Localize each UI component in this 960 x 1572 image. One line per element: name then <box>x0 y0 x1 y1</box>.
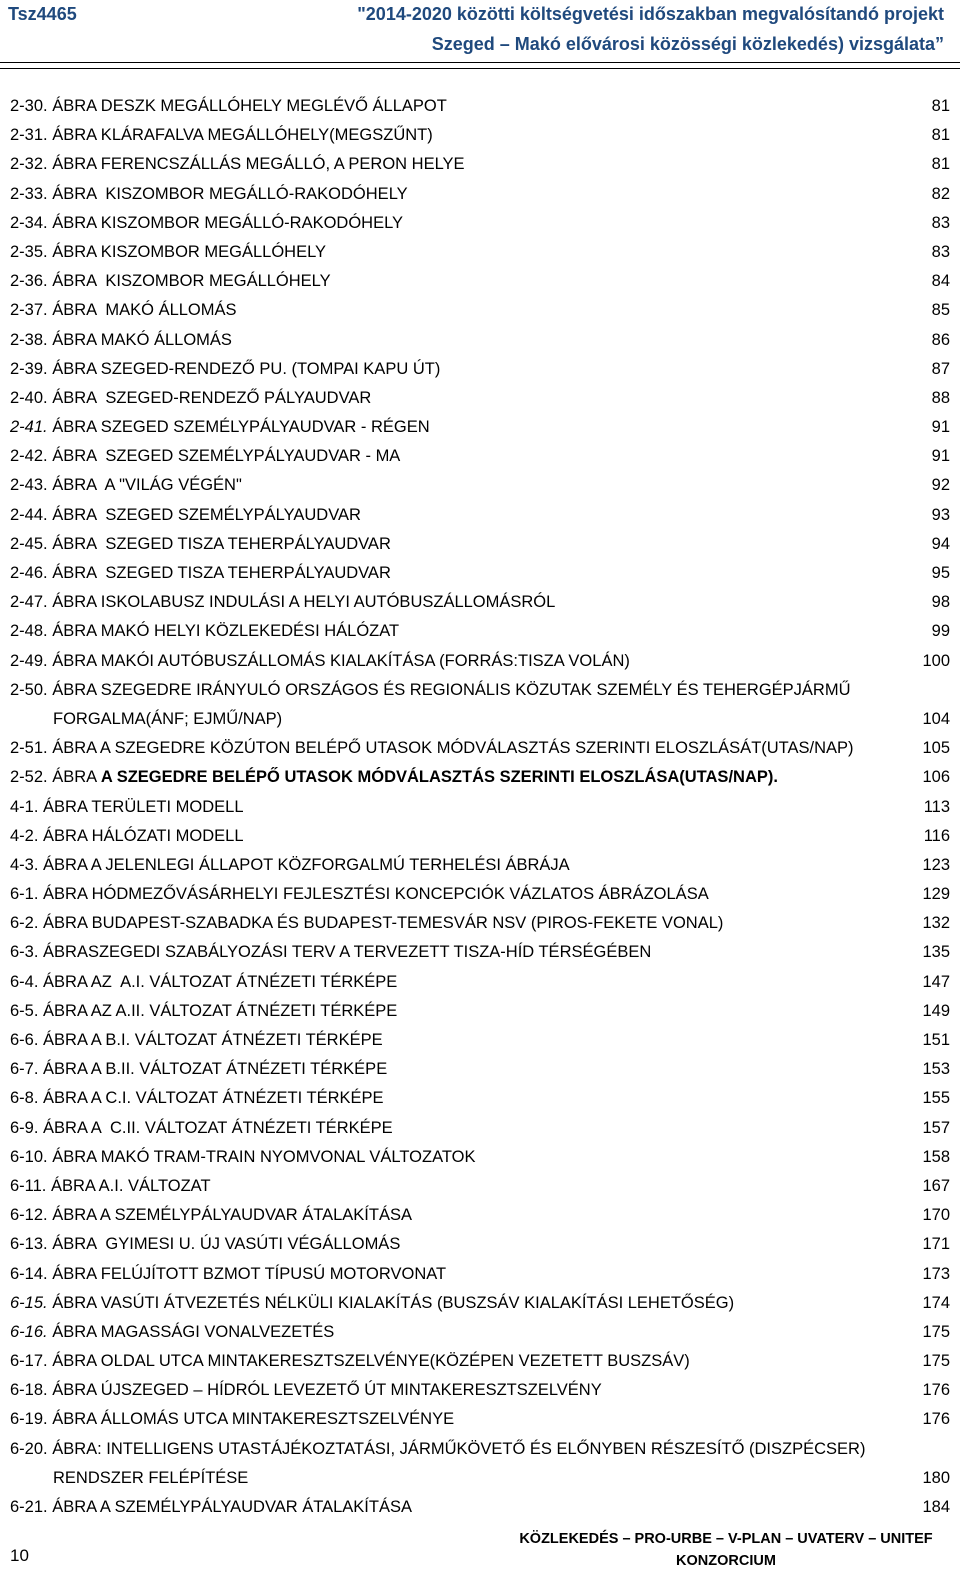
figure-number: 2-30. <box>10 97 48 115</box>
toc-entry[interactable] <box>10 968 950 997</box>
figure-caption: ÁBRA TERÜLETI MODELL <box>43 797 244 816</box>
figure-number: 2-46. <box>10 564 48 582</box>
figure-caption: ÁBRA KLÁRAFALVA MEGÁLLÓHELY(MEGSZŰNT) <box>52 126 433 145</box>
page-ref: 123 <box>922 855 950 874</box>
page-ref: 100 <box>922 651 950 670</box>
toc-entry-label <box>10 997 397 1026</box>
toc-entry[interactable] <box>10 1026 950 1055</box>
page-ref: 81 <box>931 155 950 174</box>
figure-caption: ÁBRA A.I. VÁLTOZAT <box>50 1176 211 1195</box>
toc-entry-label <box>10 822 244 851</box>
figure-caption: ÁBRA ÚJSZEGED – HÍDRÓL LEVEZETŐ ÚT MINTAKERESZTSZELVÉNY <box>52 1381 602 1400</box>
figure-list <box>10 92 950 1522</box>
page-ref: 83 <box>931 242 950 261</box>
figure-caption: ÁBRA KISZOMBOR MEGÁLLÓHELY <box>52 272 331 291</box>
figure-number: 6-18. <box>10 1381 48 1400</box>
figure-caption: ÁBRA A B.II. VÁLTOZAT ÁTNÉZETI TÉRKÉPE <box>43 1060 388 1079</box>
figure-number: 2-35. <box>10 242 48 261</box>
toc-entry-label <box>10 1114 393 1143</box>
page-ref: 92 <box>931 476 950 495</box>
toc-entry[interactable] <box>10 355 950 384</box>
toc-entry-label <box>10 851 570 880</box>
page-ref: 180 <box>922 1468 950 1487</box>
page-ref: 91 <box>931 418 950 437</box>
figure-caption: ÁBRA HÓDMEZŐVÁSÁRHELYI FEJLESZTÉSI KONCEPCIÓK VÁZLATOS ÁBRÁZOLÁSA <box>43 885 709 904</box>
toc-entry-label <box>10 617 399 646</box>
page-ref: 104 <box>922 709 950 728</box>
figure-caption: ÁBRA SZEGED TISZA TEHERPÁLYAUDVAR <box>52 564 391 582</box>
figure-number: 6-14. <box>10 1264 48 1283</box>
toc-entry-label <box>10 1172 211 1201</box>
toc-entry-label <box>10 763 778 792</box>
figure-number: 6-5. <box>10 1001 39 1020</box>
toc-entry[interactable] <box>10 384 950 413</box>
page-ref: 84 <box>931 272 950 291</box>
document-code: Tsz4465 <box>8 4 77 24</box>
toc-entry[interactable] <box>10 296 950 325</box>
consortium-line2: KONZORCIUM <box>676 1553 776 1569</box>
figure-number: 6-7. <box>10 1060 39 1079</box>
figure-number: 2-43. <box>10 476 48 495</box>
toc-entry-label <box>10 647 630 676</box>
figure-number: 6-15. <box>10 1293 48 1312</box>
toc-entry[interactable] <box>10 1376 950 1405</box>
figure-caption: ÁBRA ÁLLOMÁS UTCA MINTAKERESZTSZELVÉNYE <box>52 1410 455 1429</box>
toc-entry-label <box>10 1376 602 1405</box>
toc-entry[interactable] <box>10 1143 950 1172</box>
figure-number: 2-47. <box>10 593 48 612</box>
toc-entry[interactable] <box>10 880 950 909</box>
toc-entry[interactable] <box>10 1493 950 1522</box>
figure-number: 6-1. <box>10 885 39 904</box>
figure-number: 2-49. <box>10 651 48 670</box>
toc-entry-label <box>10 1143 475 1172</box>
toc-entry-label <box>10 1405 454 1434</box>
toc-entry-label <box>10 267 331 296</box>
toc-entry-label <box>10 1347 690 1376</box>
toc-entry-label <box>10 909 723 938</box>
project-title-line2: Szeged – Makó elővárosi közösségi közlekedés) vizsgálata” <box>431 34 944 54</box>
figure-number: 6-8. <box>10 1089 39 1108</box>
figure-number: 2-36. <box>10 272 48 291</box>
figure-caption-continuation: FORGALMA(ÁNF; EJMŰ/NAP) <box>53 709 283 728</box>
project-title-line1: "2014-2020 közötti költségvetési időszakban megvalósítandó projekt <box>357 4 944 24</box>
toc-entry[interactable] <box>10 209 950 238</box>
toc-entry-label <box>10 938 651 967</box>
figure-caption: ÁBRA: INTELLIGENS UTASTÁJÉKOZTATÁSI, JÁRMŰKÖVETŐ ÉS ELŐNYBEN RÉSZESÍTŐ (DISZPÉCSER) <box>52 1439 866 1458</box>
page-ref: 176 <box>922 1410 950 1429</box>
toc-entry[interactable] <box>10 442 950 471</box>
toc-entry[interactable] <box>10 1230 950 1259</box>
page-ref: 99 <box>931 622 950 641</box>
page-ref: 81 <box>931 126 950 145</box>
page-ref: 175 <box>922 1322 950 1341</box>
toc-entry-label <box>10 180 408 209</box>
figure-number: 2-31. <box>10 126 48 145</box>
figure-caption: ÁBRA AZ A.II. VÁLTOZAT ÁTNÉZETI TÉRKÉPE <box>43 1001 398 1020</box>
figure-number: 6-3. <box>10 943 39 962</box>
toc-entry[interactable] <box>10 1084 950 1113</box>
figure-number: 2-32. <box>10 155 48 174</box>
toc-entry[interactable] <box>10 326 950 355</box>
figure-caption: ÁBRA SZEGED-RENDEZŐ PU. (TOMPAI KAPU ÚT) <box>52 359 441 378</box>
toc-entry[interactable] <box>10 647 950 676</box>
page-ref: 147 <box>922 972 950 991</box>
figure-caption: ÁBRA A JELENLEGI ÁLLAPOT KÖZFORGALMÚ TERHELÉSI ÁBRÁJA <box>43 855 570 874</box>
figure-caption-continuation: RENDSZER FELÉPÍTÉSE <box>53 1468 249 1487</box>
toc-entry-label <box>10 471 242 500</box>
page-ref: 86 <box>931 330 950 349</box>
page-ref: 149 <box>922 1001 950 1020</box>
figure-caption: ÁBRA A SZEGEDRE KÖZÚTON BELÉPŐ UTASOK MÓDVÁLASZTÁS SZERINTI ELOSZLÁSÁT(UTAS/NAP) <box>52 739 854 758</box>
page-ref: 173 <box>922 1264 950 1283</box>
page-ref: 93 <box>931 505 950 524</box>
toc-entry[interactable] <box>10 1055 950 1084</box>
toc-entry[interactable] <box>10 997 950 1026</box>
toc-entry-label <box>10 238 326 267</box>
header-divider <box>0 68 960 69</box>
page-ref: 83 <box>931 213 950 232</box>
toc-entry[interactable] <box>10 617 950 646</box>
figure-number: 2-33. <box>10 184 48 203</box>
page-ref: 95 <box>931 564 950 582</box>
toc-entry-label <box>10 1084 384 1113</box>
page-ref: 88 <box>931 388 950 407</box>
figure-number: 2-51. <box>10 739 48 758</box>
toc-entry-label <box>10 530 391 559</box>
page-ref: 98 <box>931 593 950 612</box>
figure-number: 6-2. <box>10 914 39 933</box>
figure-caption: ÁBRA MAKÓ HELYI KÖZLEKEDÉSI HÁLÓZAT <box>52 622 400 641</box>
page-ref: 153 <box>922 1060 950 1079</box>
figure-number: 2-40. <box>10 388 48 407</box>
figure-number: 2-44. <box>10 505 48 524</box>
figure-caption: ÁBRA KISZOMBOR MEGÁLLÓ-RAKODÓHELY <box>52 213 404 232</box>
figure-number: 6-6. <box>10 1031 39 1050</box>
toc-entry-label <box>10 1230 400 1259</box>
toc-entry[interactable] <box>10 1201 950 1230</box>
toc-entry[interactable] <box>10 1289 950 1318</box>
toc-entry-label <box>10 1435 865 1464</box>
figure-number: 6-12. <box>10 1206 48 1225</box>
page-header <box>0 0 960 63</box>
toc-entry-label <box>10 793 244 822</box>
toc-entry-label <box>10 1260 446 1289</box>
toc-entry-label <box>10 968 397 997</box>
figure-caption: ÁBRA MAGASSÁGI VONALVEZETÉS <box>52 1322 335 1341</box>
toc-entry[interactable] <box>10 1347 950 1376</box>
page-ref: 129 <box>922 885 950 904</box>
toc-entry[interactable] <box>10 676 950 734</box>
toc-entry-label <box>10 121 433 150</box>
page-ref: 176 <box>922 1381 950 1400</box>
figure-number: 6-4. <box>10 972 39 991</box>
figure-caption: ÁBRASZEGEDI SZABÁLYOZÁSI TERV A TERVEZETT TISZA-HÍD TÉRSÉGÉBEN <box>43 943 652 962</box>
figure-number: 2-41. <box>10 418 48 437</box>
page-ref: 116 <box>923 826 950 845</box>
figure-caption: ÁBRA HÁLÓZATI MODELL <box>43 826 244 845</box>
figure-caption: ÁBRA SZEGEDRE IRÁNYULÓ ORSZÁGOS ÉS REGIONÁLIS KÖZUTAK SZEMÉLY ÉS TEHERGÉPJÁRMŰ <box>52 680 851 699</box>
figure-number: 6-19. <box>10 1410 48 1429</box>
figure-number: 2-50. <box>10 680 48 699</box>
toc-entry-label <box>10 326 232 355</box>
figure-caption: ÁBRA MAKÓ ÁLLOMÁS <box>52 301 237 320</box>
figure-caption: ÁBRA MAKÓ TRAM-TRAIN NYOMVONAL VÁLTOZATOK <box>52 1147 476 1166</box>
toc-entry[interactable] <box>10 413 950 442</box>
page-ref: 87 <box>931 359 950 378</box>
toc-entry-label <box>10 92 447 121</box>
figure-number: 2-52. <box>10 768 48 787</box>
figure-caption: ÁBRA DESZK MEGÁLLÓHELY MEGLÉVŐ ÁLLAPOT <box>52 97 447 115</box>
figure-caption: ÁBRA AZ A.I. VÁLTOZAT ÁTNÉZETI TÉRKÉPE <box>43 972 398 991</box>
page-ref: 105 <box>922 739 950 758</box>
page-ref: 135 <box>922 943 950 962</box>
figure-number: 6-20. <box>10 1439 48 1458</box>
toc-entry[interactable] <box>10 238 950 267</box>
figure-number: 6-17. <box>10 1352 48 1371</box>
figure-caption: ÁBRA VASÚTI ÁTVEZETÉS NÉLKÜLI KIALAKÍTÁS (BUSZSÁV KIALAKÍTÁSI LEHETŐSÉG) <box>52 1293 735 1312</box>
figure-caption: ÁBRA FELÚJÍTOTT BZMOT TÍPUSÚ MOTORVONAT <box>52 1264 447 1283</box>
figure-number: 2-42. <box>10 447 48 466</box>
figure-caption: ÁBRA ISKOLABUSZ INDULÁSI A HELYI AUTÓBUSZÁLLOMÁSRÓL <box>52 593 556 612</box>
toc-entry-label <box>10 442 400 471</box>
consortium-footer <box>506 1528 946 1572</box>
toc-entry[interactable] <box>10 1114 950 1143</box>
toc-entry-label <box>10 296 237 325</box>
figure-number: 2-39. <box>10 359 48 378</box>
toc-entry[interactable] <box>10 938 950 967</box>
figure-number: 6-21. <box>10 1498 48 1517</box>
toc-entry[interactable] <box>10 822 950 851</box>
figure-number: 4-2. <box>10 826 39 845</box>
toc-entry[interactable] <box>10 471 950 500</box>
page-ref: 184 <box>922 1498 950 1517</box>
toc-entry[interactable] <box>10 559 950 588</box>
figure-caption: ÁBRA A C.I. VÁLTOZAT ÁTNÉZETI TÉRKÉPE <box>43 1089 384 1108</box>
page-ref: 94 <box>931 534 950 553</box>
figure-caption: ÁBRA A "VILÁG VÉGÉN" <box>52 476 242 495</box>
toc-entry[interactable] <box>10 1172 950 1201</box>
toc-entry-label <box>10 1026 383 1055</box>
figure-caption: ÁBRA GYIMESI U. ÚJ VASÚTI VÉGÁLLOMÁS <box>52 1235 401 1254</box>
toc-entry[interactable] <box>10 588 950 617</box>
figure-number: 2-37. <box>10 301 48 320</box>
page-ref: 106 <box>922 768 950 787</box>
figure-caption: ÁBRA SZEGED TISZA TEHERPÁLYAUDVAR <box>52 534 391 553</box>
figure-number: 4-3. <box>10 855 39 874</box>
figure-number: 4-1. <box>10 797 39 816</box>
figure-caption: ÁBRA KISZOMBOR MEGÁLLÓHELY <box>52 242 327 261</box>
figure-caption: ÁBRA MAKÓ ÁLLOMÁS <box>52 330 232 349</box>
page-ref: 155 <box>922 1089 950 1108</box>
page-ref: 170 <box>922 1206 950 1225</box>
page-ref: 158 <box>922 1147 950 1166</box>
toc-entry[interactable] <box>10 793 950 822</box>
figure-number: 6-16. <box>10 1322 48 1341</box>
figure-number: 6-9. <box>10 1118 39 1137</box>
figure-number: 2-48. <box>10 622 48 641</box>
page-ref: 175 <box>922 1352 950 1371</box>
figure-number: 6-10. <box>10 1147 48 1166</box>
toc-entry[interactable] <box>10 1260 950 1289</box>
page-ref: 132 <box>922 914 950 933</box>
page-ref: 82 <box>931 184 950 203</box>
figure-caption: ÁBRA A C.II. VÁLTOZAT ÁTNÉZETI TÉRKÉPE <box>43 1118 393 1137</box>
page-ref: 81 <box>931 97 950 115</box>
figure-caption: ÁBRA MAKÓI AUTÓBUSZÁLLOMÁS KIALAKÍTÁSA (FORRÁS:TISZA VOLÁN) <box>52 651 630 670</box>
figure-caption: ÁBRA OLDAL UTCA MINTAKERESZTSZELVÉNYE(KÖZÉPEN VEZETETT BUSZSÁV) <box>52 1352 690 1371</box>
page-ref: 151 <box>922 1031 950 1050</box>
figure-caption: ÁBRA SZEGED-RENDEZŐ PÁLYAUDVAR <box>52 388 372 407</box>
figure-number: 2-38. <box>10 330 48 349</box>
figure-caption: ÁBRA BUDAPEST-SZABADKA ÉS BUDAPEST-TEMESVÁR NSV (PIROS-FEKETE VONAL) <box>43 914 724 933</box>
toc-entry-label <box>10 150 465 179</box>
toc-entry-label <box>10 1055 387 1084</box>
page-number: 10 <box>10 1546 29 1565</box>
toc-entry-label <box>10 559 391 588</box>
figure-number: 2-34. <box>10 213 48 232</box>
page-ref: 174 <box>922 1293 950 1312</box>
page-ref: 113 <box>923 797 950 816</box>
toc-entry-label <box>10 1493 412 1522</box>
figure-caption-bold: A SZEGEDRE BELÉPŐ UTASOK MÓDVÁLASZTÁS SZERINTI ELOSZLÁSA(UTAS/NAP). <box>100 768 778 787</box>
toc-entry[interactable] <box>10 267 950 296</box>
toc-entry[interactable] <box>10 121 950 150</box>
toc-entry[interactable] <box>10 763 950 792</box>
figure-number: 2-45. <box>10 534 48 553</box>
figure-caption: ÁBRA SZEGED SZEMÉLYPÁLYAUDVAR <box>52 505 361 524</box>
toc-entry[interactable] <box>10 1435 950 1493</box>
page-ref: 171 <box>922 1235 950 1254</box>
toc-entry[interactable] <box>10 150 950 179</box>
toc-entry-label <box>10 734 854 763</box>
figure-caption: ÁBRA KISZOMBOR MEGÁLLÓ-RAKODÓHELY <box>52 184 408 203</box>
toc-entry-label <box>10 676 851 705</box>
page-ref: 91 <box>931 447 950 466</box>
toc-entry[interactable] <box>10 851 950 880</box>
toc-entry[interactable] <box>10 734 950 763</box>
toc-entry-label <box>10 1289 734 1318</box>
toc-entry-label <box>10 1201 412 1230</box>
toc-entry[interactable] <box>10 1405 950 1434</box>
toc-entry-label <box>10 1318 334 1347</box>
consortium-line1: KÖZLEKEDÉS – PRO-URBE – V-PLAN – UVATERV – UNITEF <box>519 1531 933 1547</box>
figure-caption: ÁBRA A B.I. VÁLTOZAT ÁTNÉZETI TÉRKÉPE <box>43 1031 383 1050</box>
toc-entry[interactable] <box>10 909 950 938</box>
toc-entry[interactable] <box>10 180 950 209</box>
figure-number: 6-11. <box>10 1176 47 1195</box>
figure-caption: ÁBRA <box>52 768 101 787</box>
figure-caption: ÁBRA SZEGED SZEMÉLYPÁLYAUDVAR - MA <box>52 447 401 466</box>
figure-number: 6-13. <box>10 1235 48 1254</box>
toc-entry-label <box>10 413 430 442</box>
page-ref: 85 <box>931 301 950 320</box>
figure-caption: ÁBRA A SZEMÉLYPÁLYAUDVAR ÁTALAKÍTÁSA <box>52 1498 412 1517</box>
toc-entry-label <box>10 880 709 909</box>
toc-entry-label <box>10 588 555 617</box>
toc-entry[interactable] <box>10 1318 950 1347</box>
toc-entry[interactable] <box>10 530 950 559</box>
page-ref: 157 <box>922 1118 950 1137</box>
figure-caption: ÁBRA SZEGED SZEMÉLYPÁLYAUDVAR - RÉGEN <box>52 418 430 437</box>
toc-entry-label <box>10 384 371 413</box>
figure-caption: ÁBRA A SZEMÉLYPÁLYAUDVAR ÁTALAKÍTÁSA <box>52 1206 412 1225</box>
toc-entry[interactable] <box>10 501 950 530</box>
toc-entry-label <box>10 209 403 238</box>
toc-entry-label <box>10 501 361 530</box>
toc-entry[interactable] <box>10 92 950 121</box>
toc-entry-label <box>10 355 440 384</box>
page-ref: 167 <box>922 1176 950 1195</box>
figure-caption: ÁBRA FERENCSZÁLLÁS MEGÁLLÓ, A PERON HELYE <box>52 155 465 174</box>
